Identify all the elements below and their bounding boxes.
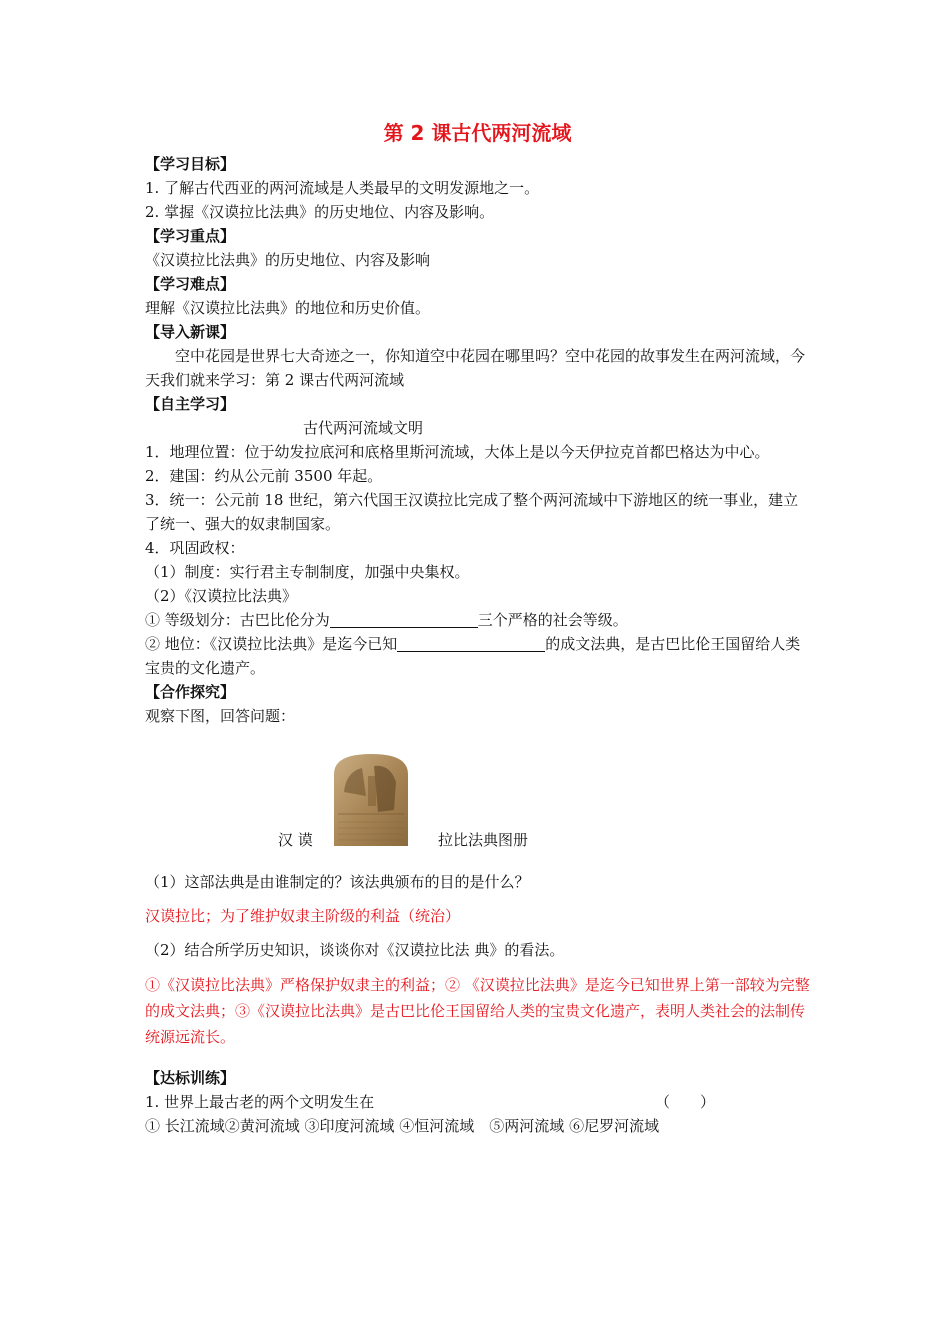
training-question-1-text: 1. 世界上最古老的两个文明发生在 [145,1093,375,1111]
answer-paren[interactable]: （ ） [654,1093,715,1111]
self-item: 1．地理位置：位于幼发拉底河和底格里斯河流域，大体上是以今天伊拉克首都巴格达为中心。 [145,443,770,461]
self-item: 3．统一：公元前 18 世纪，第六代国王汉谟拉比完成了整个两河流域中下游地区的统一事业，建立了统一、强大的奴隶制国家。 [145,491,799,533]
self-item: 2．建国：约从公元前 3500 年起。 [145,467,383,485]
fill-blank-2 [145,632,810,680]
coop-heading: 【合作探究】 [145,683,236,701]
answer-1: 汉谟拉比；为了维护奴隶主阶级的利益（统治） [145,907,461,925]
answer-2: ①《汉谟拉比法典》严格保护奴隶主的利益；② 《汉谟拉比法典》是迄今已知世界上第一部较为完整的成文法典；③《汉谟拉比法典》是古巴比伦王国留给人类的宝贵文化遗产，表明人类社会的法制传统源远流长。 [145,976,810,1046]
fill-blank-2-pre: ② 地位：《汉谟拉比法典》是迄今已知 [145,635,398,653]
self-study-heading: 【自主学习】 [145,395,236,413]
self-item: （2）《汉谟拉比法典》 [145,587,298,605]
key-heading: 【学习重点】 [145,227,236,245]
training-question-1-options: ① 长江流域②黄河流域 ③印度河流域 ④恒河流域 ⑤两河流域 ⑥尼罗河流域 [145,1117,660,1135]
self-study-subtitle: 古代两河流域文明 [303,419,424,437]
difficult-heading: 【学习难点】 [145,275,236,293]
fill-blank-2-post: 的成文法典，是古巴比伦王国留给人类宝贵的文化遗产。 [145,635,801,677]
lesson-title: 第 2 课古代两河流域 [383,121,572,145]
code-stele-image [332,752,410,846]
fill-blank-1-post: 三个严格的社会等级。 [477,611,628,629]
coop-intro: 观察下图，回答问题： [145,707,296,725]
document-page [145,118,810,1138]
goals-heading: 【学习目标】 [145,155,236,173]
training-heading: 【达标训练】 [145,1069,236,1087]
fill-blank-1 [145,608,810,632]
question-2: （2）结合所学历史知识，谈谈你对《汉谟拉比法 典》的看法。 [145,941,565,959]
goal-item: 2. 掌握《汉谟拉比法典》的历史地位、内容及影响。 [145,203,495,221]
blank-line[interactable] [330,611,478,628]
training-question-1 [145,1090,810,1114]
question-1: （1）这部法典是由谁制定的？该法典颁布的目的是什么？ [145,873,530,891]
fill-blank-1-pre: ① 等级划分：古巴比伦分为 [145,611,330,629]
goal-item: 1. 了解古代西亚的两河流域是人类最早的文明发源地之一。 [145,179,540,197]
figure-block [145,750,810,860]
intro-text: 空中花园是世界七大奇迹之一，你知道空中花园在哪里吗？空中花园的故事发生在两河流域，今天我们就来学习：第 2 课古代两河流域 [145,347,806,389]
key-text: 《汉谟拉比法典》的历史地位、内容及影响 [145,251,431,269]
self-item: （1）制度：实行君主专制制度，加强中央集权。 [145,563,470,581]
self-item: 4．巩固政权： [145,539,245,557]
figure-caption-right: 拉比法典图册 [438,831,529,849]
figure-caption-left: 汉 谟 [278,831,313,849]
intro-heading: 【导入新课】 [145,323,236,341]
blank-line[interactable] [397,635,545,652]
difficult-text: 理解《汉谟拉比法典》的地位和历史价值。 [145,299,431,317]
